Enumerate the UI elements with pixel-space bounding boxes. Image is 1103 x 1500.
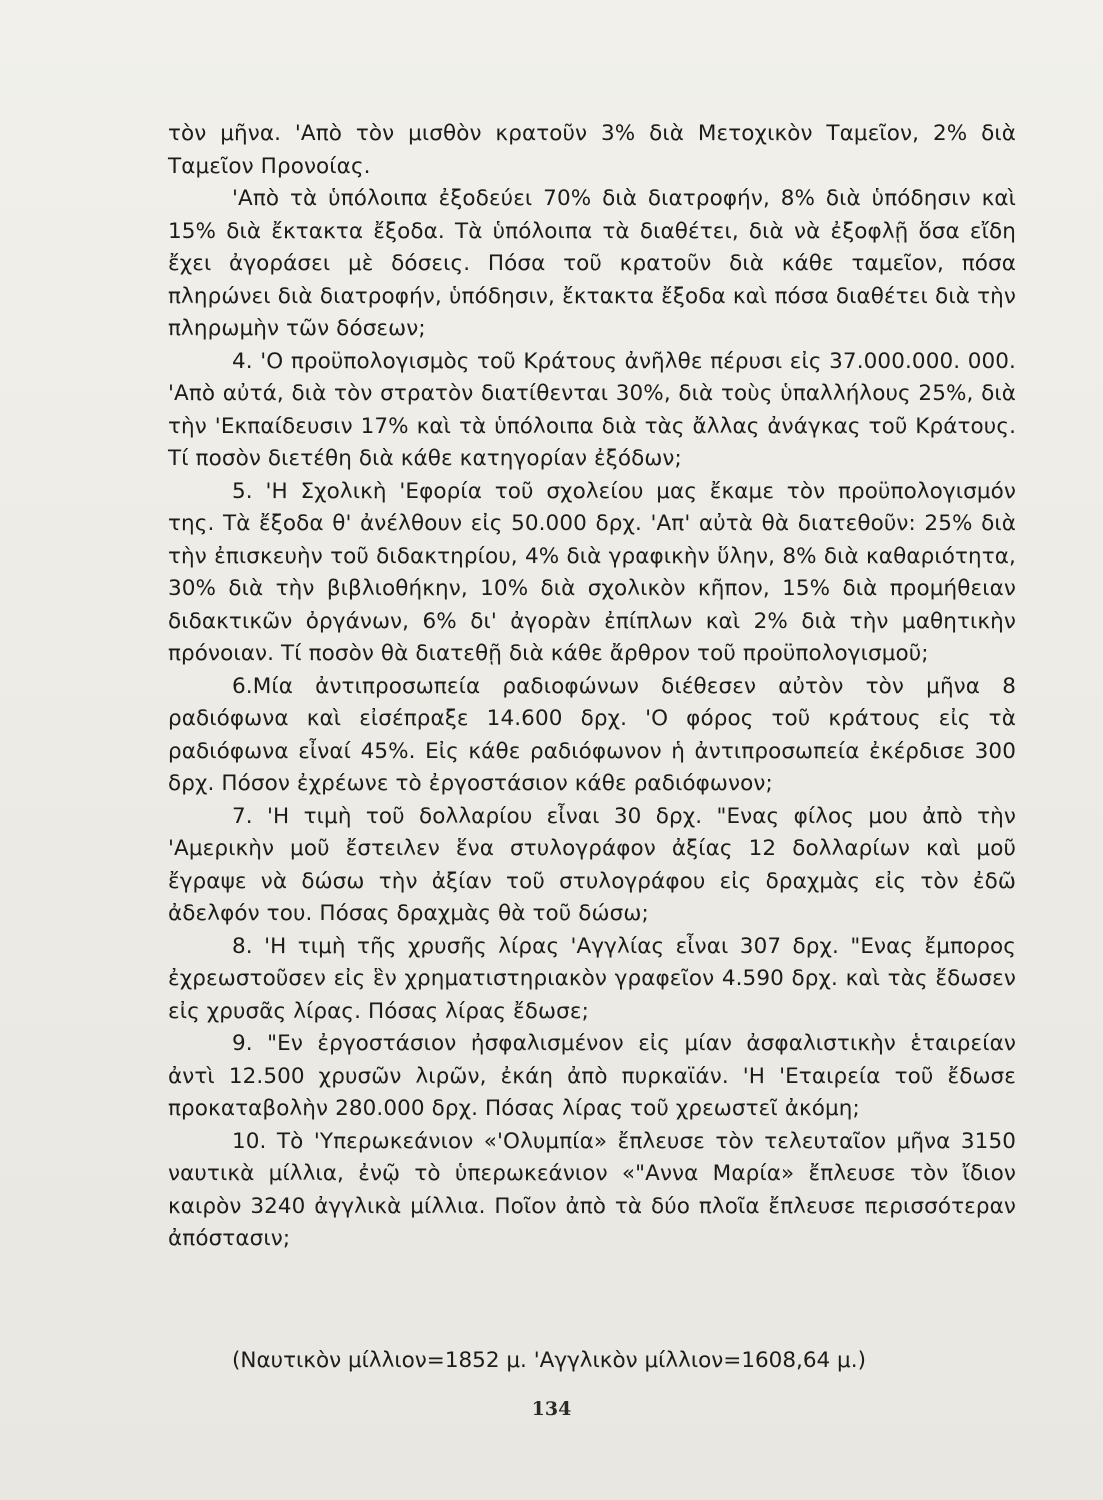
page-number: 134 [531,1398,572,1420]
problem-9: 9. "Εν ἐργοστάσιον ἠσφαλισμένον εἰς μίαν ἀσφαλιστικὴν ἑταιρείαν ἀντὶ 12.500 χρυσῶν λιρῶν, ἐκάη ἀπὸ πυρκαϊάν. 'Η 'Εταιρεία τοῦ ἔδωσε προκαταβολὴν 280.000 δρχ. Πόσας λίρας τοῦ χρεωστεῖ ἀκόμη; [168,1031,1016,1121]
problem-7: 7. 'Η τιμὴ τοῦ δολλαρίου εἶναι 30 δρχ. "Ενας φίλος μου ἀπὸ τὴν 'Αμερικὴν μοῦ ἔστειλεν ἕνα στυλογράφον ἀξίας 12 δολλαρίων καὶ μοῦ ἔγραψε νὰ δώσω τὴν ἀξίαν τοῦ στυλογράφου εἰς δραχμὰς εἰς τὸν ἐδῶ ἀδελφόν του. Πόσας δραχμὰς θὰ τοῦ δώσω; [168,803,1016,926]
paragraph-continuation: τὸν μῆνα. 'Απὸ τὸν μισθὸν κρατοῦν 3% διὰ Μετοχικὸν Ταμεῖον, 2% διὰ Ταμεῖον Προνοίας. [168,121,1016,179]
paragraph-expenses: 'Απὸ τὰ ὑπόλοιπα ἐξοδεύει 70% διὰ διατροφήν, 8% διὰ ὑπόδησιν καὶ 15% διὰ ἔκτακτα ἔξοδα. Τὰ ὑπόλοιπα τὰ διαθέτει, διὰ νὰ ἐξοφλῇ ὅσα εἴδη ἔχει ἀγοράσει μὲ δόσεις. Πόσα τοῦ κρατοῦν διὰ κάθε ταμεῖον, πόσα πληρώνει διὰ διατροφήν, ὑπόδησιν, ἔκτακτα ἔξοδα καὶ πόσα διαθέτει διὰ τὴν πληρωμὴν τῶν δόσεων; [168,186,1016,341]
problem-6: 6.Μία ἀντιπροσωπεία ραδιοφώνων διέθεσεν αὐτὸν τὸν μῆνα 8 ραδιόφωνα καὶ εἰσέπραξε 14.600 δρχ. 'Ο φόρος τοῦ κράτους εἰς τὰ ραδιόφωνα εἶναί 45%. Εἰς κάθε ραδιόφωνον ἡ ἀντιπροσωπεία ἐκέρδισε 300 δρχ. Πόσον ἐχρέωνε τὸ ἐργοστάσιον κάθε ραδιόφωνον; [168,673,1016,796]
body-text [168,118,1016,1256]
problem-8: 8. 'Η τιμὴ τῆς χρυσῆς λίρας 'Αγγλίας εἶναι 307 δρχ. "Ενας ἔμπορος ἐχρεωστοῦσεν εἰς ἓν χρηματιστηριακὸν γραφεῖον 4.590 δρχ. καὶ τὰς ἔδωσεν εἰς χρυσᾶς λίρας. Πόσας λίρας ἔδωσε; [168,933,1016,1024]
conversion-note: (Ναυτικὸν μίλλιον=1852 μ. 'Αγγλικὸν μίλλιον=1608,64 μ.) [232,1348,866,1373]
problem-5: 5. 'Η Σχολικὴ 'Εφορία τοῦ σχολείου μας ἔκαμε τὸν προϋπολογισμόν της. Τὰ ἔξοδα θ' ἀνέλθουν εἰς 50.000 δρχ. 'Απ' αὐτὰ θὰ διατεθοῦν: 25% διὰ τὴν ἐπισκευὴν τοῦ διδακτηρίου, 4% διὰ γραφικὴν ὕλην, 8% διὰ καθαριότητα, 30% διὰ τὴν βιβλιοθήκην, 10% διὰ σχολικὸν κῆπον, 15% διὰ προμήθειαν διδακτικῶν ὀργάνων, 6% δι' ἀγορὰν ἐπίπλων καὶ 2% διὰ τὴν μαθητικὴν πρόνοιαν. Τί ποσὸν θὰ διατεθῇ διὰ κάθε ἄρθρον τοῦ προϋπολογισμοῦ; [168,478,1016,666]
problem-4: 4. 'Ο προϋπολογισμὸς τοῦ Κράτους ἀνῆλθε πέρυσι εἰς 37.000.000. 000. 'Απὸ αὐτά, διὰ τὸν στρατὸν διατίθενται 30%, διὰ τοὺς ὑπαλλήλους 25%, διὰ τὴν 'Εκπαίδευσιν 17% καὶ τὰ ὑπόλοιπα διὰ τὰς ἄλλας ἀνάγκας τοῦ Κράτους. Τί ποσὸν διετέθη διὰ κάθε κατηγορίαν ἐξόδων; [168,348,1016,471]
problem-10: 10. Τὸ 'Υπερωκεάνιον «'Ολυμπία» ἔπλευσε τὸν τελευταῖον μῆνα 3150 ναυτικὰ μίλλια, ἐνῷ τὸ ὑπερωκεάνιον «"Αννα Μαρία» ἔπλευσε τὸν ἴδιον καιρὸν 3240 ἀγγλικὰ μίλλια. Ποῖον ἀπὸ τὰ δύο πλοῖα ἔπλευσε περισσότεραν ἀπόστασιν; [168,1128,1016,1251]
